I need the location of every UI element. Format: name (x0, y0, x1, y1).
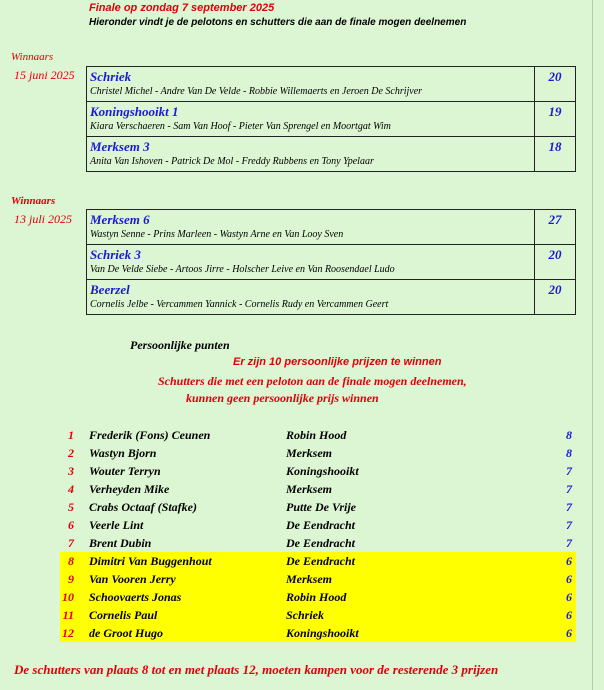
winners-table-2 (86, 209, 576, 315)
shooter-name: de Groot Hugo (89, 626, 164, 640)
rank-number: 10 (62, 590, 74, 604)
shooter-name: Wastyn Bjorn (89, 446, 157, 460)
ranking-row (60, 426, 576, 444)
team-name: Koningshooikt 1 (90, 104, 179, 119)
club-name: De Eendracht (286, 536, 355, 550)
team-name: Schriek 3 (90, 247, 141, 262)
team-name: Merksem 3 (90, 139, 150, 154)
note-restriction-1: Schutters die met een peloton aan de finale mogen deelnemen, (158, 374, 467, 388)
note-prizes: Er zijn 10 persoonlijke prijzen te winnen (233, 356, 442, 368)
team-members: Kiara Verschaeren - Sam Van Hoof - Pieter Van Sprengel en Moortgat Wim (90, 121, 391, 132)
shooter-name: Veerle Lint (89, 518, 144, 532)
team-points: 20 (535, 280, 576, 315)
note-restriction-2: kunnen geen persoonlijke prijs winnen (186, 391, 379, 405)
club-name: Putte De Vrije (286, 500, 356, 514)
ranking-row (60, 498, 576, 516)
club-name: Koningshooikt (286, 626, 359, 640)
shooter-name: Dimitri Van Buggenhout (89, 554, 212, 568)
shooter-points: 7 (566, 536, 572, 550)
shooter-name: Schoovaerts Jonas (89, 590, 182, 604)
ranking-row (60, 606, 576, 624)
team-points: 20 (535, 67, 576, 102)
page-title: Finale op zondag 7 september 2025 (89, 2, 275, 14)
rank-number: 8 (68, 554, 74, 568)
ranking-row (60, 552, 576, 570)
club-name: Robin Hood (286, 428, 347, 442)
shooter-points: 8 (566, 446, 572, 460)
shooter-name: Cornelis Paul (89, 608, 158, 622)
ranking-row (60, 588, 576, 606)
shooter-points: 6 (566, 590, 572, 604)
shooter-points: 7 (566, 518, 572, 532)
page-subtitle: Hieronder vindt je de pelotons en schutters die aan de finale mogen deelnemen (89, 17, 467, 28)
team-points: 27 (535, 210, 576, 245)
team-members: Cornelis Jelbe - Vercammen Yannick - Cornelis Rudy en Vercammen Geert (90, 299, 389, 310)
shooter-name: Crabs Octaaf (Stafke) (89, 500, 197, 514)
ranking-row (60, 444, 576, 462)
shooter-points: 6 (566, 554, 572, 568)
ranking-row (60, 534, 576, 552)
team-row (87, 245, 576, 280)
shooter-points: 8 (566, 428, 572, 442)
rank-number: 2 (68, 446, 74, 460)
section-title: Persoonlijke punten (130, 338, 230, 352)
club-name: Merksem (286, 446, 332, 460)
team-points: 19 (535, 102, 576, 137)
club-name: Merksem (286, 572, 332, 586)
team-points: 20 (535, 245, 576, 280)
rank-number: 7 (68, 536, 74, 550)
club-name: Merksem (286, 482, 332, 496)
team-name: Merksem 6 (90, 212, 150, 227)
rank-number: 11 (62, 608, 74, 622)
shooter-points: 6 (566, 626, 572, 640)
team-row (87, 137, 576, 172)
team-row (87, 102, 576, 137)
shooter-name: Brent Dubin (89, 536, 152, 550)
rank-number: 9 (68, 572, 74, 586)
team-name: Schriek (90, 69, 132, 84)
team-name: Beerzel (90, 282, 130, 297)
rank-number: 4 (68, 482, 74, 496)
shooter-name: Van Vooren Jerry (89, 572, 176, 586)
shooter-points: 6 (566, 608, 572, 622)
team-points: 18 (535, 137, 576, 172)
ranking-list (60, 426, 576, 642)
footer-note: De schutters van plaats 8 tot en met plaats 12, moeten kampen voor de resterende 3 prijzen (14, 662, 499, 677)
team-members: Van De Velde Siebe - Artoos Jirre - Holscher Leive en Van Roosendael Ludo (90, 264, 395, 275)
shooter-points: 7 (566, 464, 572, 478)
group-date: 15 juni 2025 (14, 68, 75, 82)
team-members: Wastyn Senne - Prins Marleen - Wastyn Arne en Van Looy Sven (90, 229, 344, 240)
ranking-row (60, 570, 576, 588)
group-date: 13 juli 2025 (14, 212, 73, 226)
group-label: Winnaars (11, 51, 54, 63)
shooter-points: 7 (566, 500, 572, 514)
team-members: Christel Michel - Andre Van De Velde - Robbie Willemaerts en Jeroen De Schrijver (90, 86, 423, 97)
club-name: Schriek (286, 608, 325, 622)
winners-table-1 (86, 66, 576, 172)
shooter-name: Verheyden Mike (89, 482, 170, 496)
club-name: Robin Hood (286, 590, 347, 604)
rank-number: 5 (68, 500, 74, 514)
ranking-row (60, 480, 576, 498)
team-members: Anita Van Ishoven - Patrick De Mol - Freddy Rubbens en Tony Ypelaar (90, 156, 374, 167)
shooter-points: 6 (566, 572, 572, 586)
team-row (87, 280, 576, 315)
team-row (87, 67, 576, 102)
group-label: Winnaars (11, 195, 56, 207)
sheet-gridline (592, 0, 593, 690)
ranking-row (60, 516, 576, 534)
ranking-row (60, 624, 576, 642)
club-name: De Eendracht (286, 518, 355, 532)
shooter-points: 7 (566, 482, 572, 496)
rank-number: 6 (68, 518, 74, 532)
club-name: De Eendracht (286, 554, 355, 568)
rank-number: 12 (62, 626, 74, 640)
rank-number: 1 (68, 428, 74, 442)
team-row (87, 210, 576, 245)
rank-number: 3 (68, 464, 74, 478)
ranking-row (60, 462, 576, 480)
club-name: Koningshooikt (286, 464, 359, 478)
shooter-name: Frederik (Fons) Ceunen (89, 428, 211, 442)
shooter-name: Wouter Terryn (89, 464, 161, 478)
